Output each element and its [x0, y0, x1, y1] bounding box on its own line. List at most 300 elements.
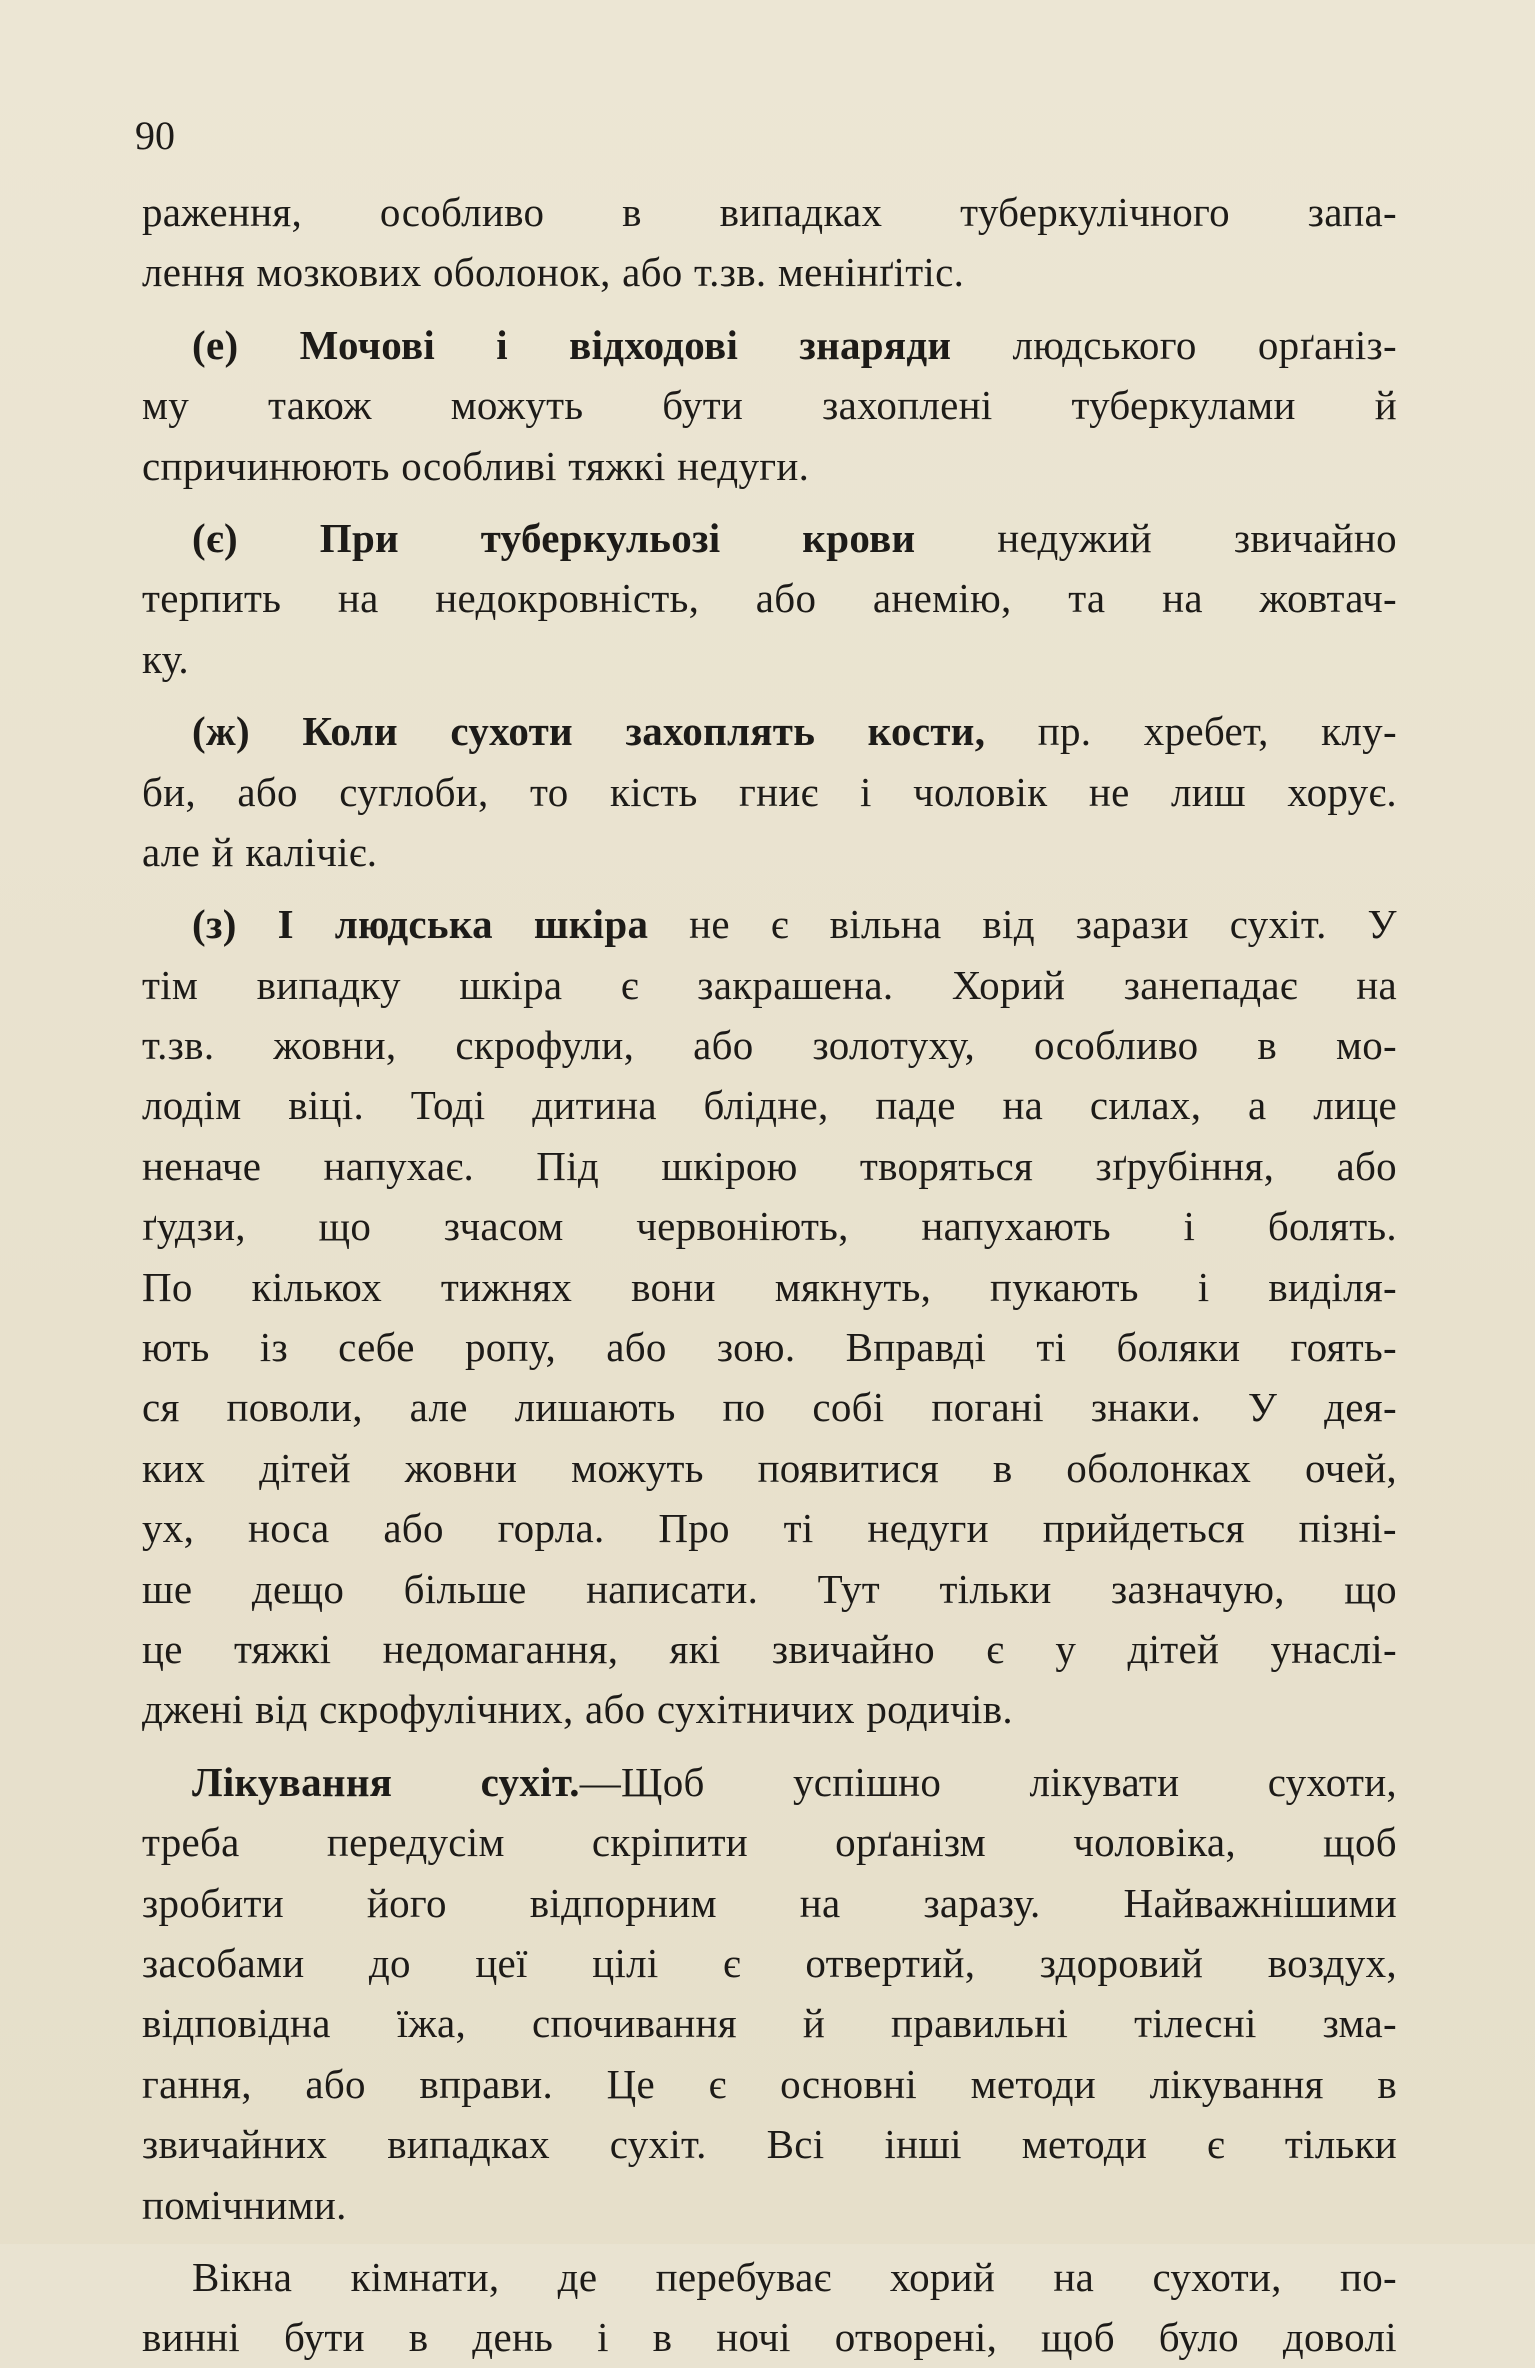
- word: паде: [875, 1082, 956, 1129]
- word: дитина: [532, 1082, 657, 1129]
- text-line: [142, 375, 1397, 435]
- word: методи: [970, 2060, 1097, 2107]
- word: але: [142, 828, 201, 875]
- bold-word: Мочові: [299, 321, 436, 368]
- word: сухоти,: [1267, 1758, 1397, 1805]
- word: Тоді: [410, 1082, 486, 1129]
- bold-word: туберкульозі: [480, 514, 721, 561]
- word: в: [408, 2314, 429, 2361]
- word: де: [557, 2253, 598, 2300]
- word: воздух,: [1267, 1939, 1397, 1986]
- word: носа: [247, 1505, 330, 1552]
- word: Всі: [766, 2121, 825, 2168]
- bold-word: (е): [192, 321, 239, 368]
- word: відпорним: [529, 1879, 717, 1926]
- word: анемію,: [872, 575, 1012, 622]
- word: із: [259, 1324, 288, 1371]
- word: в: [622, 189, 642, 235]
- word: себе: [338, 1324, 415, 1371]
- word: ропу,: [464, 1324, 557, 1371]
- word: туберкулами: [1071, 382, 1296, 429]
- word: закрашена.: [697, 961, 894, 1008]
- word: інші: [884, 2121, 962, 2168]
- word: боляки: [1116, 1324, 1241, 1371]
- word: ють: [142, 1324, 210, 1371]
- word: або: [584, 1686, 646, 1733]
- word: по-: [1339, 2253, 1397, 2300]
- word: тільки: [1284, 2121, 1397, 2168]
- word: доволі: [1282, 2314, 1397, 2361]
- word: треба: [142, 1819, 240, 1866]
- word: силах,: [1089, 1082, 1202, 1129]
- page-number: 90: [135, 113, 175, 158]
- word: які: [669, 1625, 721, 1672]
- word: засобами: [142, 1939, 305, 1986]
- text-line: [142, 508, 1397, 568]
- paragraph-gap: [142, 303, 1397, 315]
- word: до: [368, 1939, 411, 1986]
- word: лікування: [1149, 2060, 1324, 2107]
- word: передусім: [326, 1819, 505, 1866]
- word: хребет,: [1143, 708, 1269, 755]
- word: написати.: [586, 1565, 759, 1612]
- paragraph-gap: [142, 689, 1397, 701]
- word: тілесні: [1134, 2000, 1257, 2047]
- word: ких: [142, 1444, 206, 1491]
- word: або: [755, 575, 817, 622]
- word: й: [802, 2000, 826, 2047]
- word: раження,: [142, 189, 303, 235]
- text-line: [142, 436, 1397, 496]
- word: шкірою: [661, 1142, 798, 1189]
- word: кість: [609, 768, 698, 815]
- word: би,: [142, 768, 196, 815]
- word: бути: [662, 382, 744, 429]
- paragraph-gap: [142, 496, 1397, 508]
- word: жовни: [404, 1444, 518, 1491]
- word: тижнях: [440, 1263, 573, 1310]
- word: дещо: [251, 1565, 345, 1612]
- word: поволи,: [226, 1384, 363, 1431]
- word: в: [1377, 2060, 1397, 2107]
- word: винні: [142, 2314, 241, 2361]
- bold-word: Лікування: [192, 1758, 393, 1805]
- word: пукають: [990, 1263, 1139, 1310]
- text-line: [142, 762, 1397, 822]
- word: є: [986, 1625, 1005, 1672]
- word: й: [1374, 382, 1397, 429]
- text-line: [142, 822, 1397, 882]
- bold-word: (з): [192, 901, 237, 948]
- paragraph-gap: [142, 882, 1397, 894]
- word: погані: [931, 1384, 1044, 1431]
- word: на: [799, 1879, 841, 1926]
- word: появитися: [757, 1444, 939, 1491]
- word: щоб: [1323, 1819, 1397, 1866]
- word: ті: [783, 1505, 814, 1552]
- word: горла.: [497, 1505, 605, 1552]
- word: успішно: [793, 1758, 942, 1805]
- text-line: [142, 1679, 1397, 1739]
- word: мозкових: [256, 249, 422, 296]
- word: було: [1158, 2314, 1239, 2361]
- word: що: [1344, 1565, 1397, 1612]
- word: у: [1055, 1625, 1077, 1672]
- word: ух,: [142, 1505, 195, 1552]
- word: день: [472, 2314, 554, 2361]
- bold-word: сухоти: [450, 708, 573, 755]
- bold-word: знаряди: [799, 321, 952, 368]
- text-line: [142, 701, 1397, 761]
- word: є: [708, 2060, 727, 2107]
- word: або: [606, 1324, 667, 1371]
- word: болять.: [1267, 1203, 1397, 1250]
- word: мо-: [1335, 1022, 1397, 1069]
- word: пізні-: [1298, 1505, 1397, 1552]
- word: і: [1183, 1203, 1196, 1250]
- body-text: [142, 182, 1397, 2368]
- text-line: [142, 1377, 1397, 1437]
- text-line: [142, 1559, 1397, 1619]
- word: є: [770, 901, 789, 948]
- word: на: [1162, 575, 1203, 622]
- bold-word: Коли: [302, 708, 398, 755]
- word: бути: [283, 2314, 365, 2361]
- word: сухіт.: [1229, 901, 1327, 948]
- word: запа-: [1307, 189, 1397, 235]
- word: і: [859, 768, 872, 815]
- word: чоловік: [913, 768, 1048, 815]
- word: шкіра: [459, 961, 563, 1008]
- word: блідне,: [703, 1082, 829, 1129]
- bold-word: При: [319, 514, 399, 561]
- bold-word: сухіт.: [480, 1758, 580, 1805]
- text-line: [142, 1257, 1397, 1317]
- bold-word: кости,: [867, 708, 986, 755]
- word: можуть: [450, 382, 584, 429]
- word: зчасом: [443, 1203, 564, 1250]
- word: також: [267, 382, 372, 429]
- text-line: [142, 1317, 1397, 1377]
- word: людського: [1012, 321, 1197, 368]
- word: орґанізм: [835, 1819, 987, 1866]
- text-line: [142, 1075, 1397, 1135]
- word: не: [1088, 768, 1130, 815]
- word: лення: [142, 249, 245, 296]
- word: недокровність,: [435, 575, 700, 622]
- word: цеї: [475, 1939, 528, 1986]
- word: т.зв.: [142, 1022, 215, 1069]
- text-line: [142, 2114, 1397, 2174]
- word: ті: [1036, 1324, 1067, 1371]
- word: віці.: [288, 1082, 365, 1129]
- word: в: [992, 1444, 1013, 1491]
- word: та: [1068, 575, 1106, 622]
- word: родичів.: [866, 1686, 1013, 1733]
- word: від: [255, 1686, 308, 1733]
- word: червоніють,: [636, 1203, 849, 1250]
- word: або: [383, 1505, 444, 1552]
- text-line: [142, 242, 1397, 302]
- word: тяжкі: [234, 1625, 332, 1672]
- word: тяжкі: [568, 442, 666, 489]
- word: вони: [631, 1263, 716, 1310]
- word: випадках: [387, 2121, 550, 2168]
- word: У: [1247, 1384, 1278, 1431]
- word: зою.: [716, 1324, 796, 1371]
- word: на: [1053, 2253, 1095, 2300]
- word: недомагання,: [382, 1625, 619, 1672]
- word: є: [620, 961, 639, 1008]
- paragraph-gap: [142, 1740, 1397, 1752]
- word: му: [142, 382, 190, 429]
- word: собі: [812, 1384, 885, 1431]
- word: від: [982, 901, 1035, 948]
- word: недужий: [997, 514, 1153, 561]
- word: пр.: [1037, 708, 1092, 755]
- word: щоб: [1041, 2314, 1115, 2361]
- bold-word: людська: [334, 901, 493, 948]
- word: Це: [606, 2060, 656, 2107]
- word: дітей: [1127, 1625, 1220, 1672]
- word: гоять-: [1290, 1324, 1397, 1371]
- word: захоплені: [822, 382, 993, 429]
- word: жовтач-: [1259, 575, 1397, 622]
- text-line: [142, 1993, 1397, 2053]
- word: вільна: [829, 901, 942, 948]
- word: лікувати: [1029, 1758, 1180, 1805]
- word: ку.: [142, 635, 189, 682]
- word: суглоби,: [339, 768, 489, 815]
- text-line: [142, 2175, 1397, 2235]
- word: хорий: [889, 2253, 996, 2300]
- word: але: [409, 1384, 468, 1431]
- word: тільки: [939, 1565, 1052, 1612]
- word: цілі: [592, 1939, 659, 1986]
- word: випадках: [719, 189, 883, 235]
- bold-word: (є): [192, 514, 238, 561]
- word: Найважнішими: [1123, 1879, 1397, 1926]
- word: Під: [536, 1142, 600, 1189]
- word: на: [337, 575, 379, 622]
- word: лиш: [1171, 768, 1246, 815]
- word: методи: [1021, 2121, 1148, 2168]
- word: звичайно: [771, 1625, 935, 1672]
- word: отвертий,: [805, 1939, 976, 1986]
- word: то: [530, 768, 569, 815]
- word: золотуху,: [812, 1022, 975, 1069]
- word: або: [622, 249, 683, 296]
- word: —Щоб: [579, 1758, 705, 1805]
- bold-word: захоплять: [625, 708, 816, 755]
- word: є: [1207, 2121, 1225, 2168]
- word: перебуває: [655, 2253, 832, 2300]
- word: Про: [658, 1505, 730, 1552]
- word: або: [1336, 1142, 1397, 1189]
- text-line: [142, 894, 1397, 954]
- word: напухають: [921, 1203, 1111, 1250]
- word: т.зв.: [694, 249, 767, 296]
- word: творяться: [859, 1142, 1034, 1189]
- word: ночі: [716, 2314, 791, 2361]
- text-line: [142, 1619, 1397, 1679]
- word: Хорий: [951, 961, 1066, 1008]
- word: дітей: [259, 1444, 351, 1491]
- word: помічними.: [142, 2181, 347, 2228]
- word: клу-: [1321, 708, 1397, 755]
- word: а: [1247, 1082, 1267, 1129]
- word: звичайних: [142, 2121, 328, 2168]
- word: напухає.: [323, 1142, 474, 1189]
- word: або: [305, 2060, 366, 2107]
- word: виділя-: [1268, 1263, 1397, 1310]
- word: Вікна: [192, 2253, 293, 2300]
- word: відповідна: [142, 2000, 331, 2047]
- word: ґудзи,: [142, 1203, 246, 1250]
- word: жовни,: [273, 1022, 397, 1069]
- word: це: [142, 1625, 183, 1672]
- word: здоровий: [1039, 1939, 1204, 1986]
- word: спричинюють: [142, 442, 390, 489]
- paragraph-gap: [142, 2235, 1397, 2247]
- word: У: [1367, 901, 1397, 948]
- word: спочивання: [532, 2000, 737, 2047]
- word: унаслі-: [1270, 1625, 1397, 1672]
- text-line: [142, 315, 1397, 375]
- word: сухіт.: [609, 2121, 707, 2168]
- word: прийдеться: [1042, 1505, 1245, 1552]
- word: чоловіка,: [1073, 1819, 1236, 1866]
- word: недуги.: [677, 442, 810, 489]
- word: По: [142, 1263, 193, 1310]
- word: зробити: [142, 1879, 284, 1926]
- word: випадку: [256, 961, 401, 1008]
- text-line: [142, 568, 1397, 628]
- text-line: [142, 2307, 1397, 2367]
- text-line: [142, 1752, 1397, 1812]
- word: або: [237, 768, 298, 815]
- word: скріпити: [591, 1819, 749, 1866]
- word: кімнати,: [350, 2253, 500, 2300]
- word: джені: [142, 1686, 244, 1733]
- word: сухітничих: [656, 1686, 855, 1733]
- word: зазначую,: [1111, 1565, 1285, 1612]
- text-line: [142, 2247, 1397, 2307]
- text-line: [142, 1498, 1397, 1558]
- word: гання,: [142, 2060, 252, 2107]
- word: на: [1356, 961, 1397, 1008]
- word-group: [481, 1752, 705, 1812]
- word: Тут: [817, 1565, 880, 1612]
- word: ше: [142, 1565, 193, 1612]
- text-line: [142, 1015, 1397, 1075]
- text-line: [142, 2054, 1397, 2114]
- word: недуги: [867, 1505, 989, 1552]
- word: отворені,: [834, 2314, 998, 2361]
- text-line: [142, 1438, 1397, 1498]
- word: можуть: [571, 1444, 704, 1491]
- word: сухоти,: [1152, 2253, 1282, 2300]
- word: кількох: [251, 1263, 383, 1310]
- word: в: [1257, 1022, 1278, 1069]
- text-line: [142, 1812, 1397, 1872]
- text-line: [142, 1933, 1397, 1993]
- word: дея-: [1324, 1384, 1397, 1431]
- word: терпить: [142, 575, 282, 622]
- word: хорує.: [1287, 768, 1397, 815]
- word: лишають: [514, 1384, 676, 1431]
- word: особливо: [1033, 1022, 1199, 1069]
- word: правильні: [891, 2000, 1069, 2047]
- word: калічіє.: [245, 828, 378, 875]
- word: скрофули,: [455, 1022, 635, 1069]
- word: туберкулічного: [960, 189, 1230, 235]
- word: що: [318, 1203, 372, 1250]
- word: зґрубіння,: [1095, 1142, 1275, 1189]
- word: особливо: [379, 189, 545, 235]
- text-line: [142, 955, 1397, 1015]
- word: і: [1197, 1263, 1210, 1310]
- word: орґаніз-: [1257, 321, 1397, 368]
- text-line: [142, 1196, 1397, 1256]
- word: знаки.: [1090, 1384, 1202, 1431]
- word: звичайно: [1233, 514, 1397, 561]
- word: менінґітіс.: [777, 249, 965, 296]
- word: не: [689, 901, 730, 948]
- word: й: [211, 828, 234, 875]
- word: зма-: [1322, 2000, 1397, 2047]
- word: ся: [142, 1384, 180, 1431]
- word: в: [652, 2314, 673, 2361]
- bold-word: І: [277, 901, 294, 948]
- word: вправи.: [419, 2060, 554, 2107]
- word: занепадає: [1123, 961, 1298, 1008]
- text-line: [142, 182, 1397, 242]
- word: лодім: [142, 1082, 242, 1129]
- word: по: [722, 1384, 766, 1431]
- word: лице: [1313, 1082, 1397, 1129]
- word: і: [597, 2314, 609, 2361]
- word: гниє: [739, 768, 819, 815]
- word: на: [1002, 1082, 1044, 1129]
- word: основні: [780, 2060, 918, 2107]
- bold-word: крови: [802, 514, 916, 561]
- word: заразу.: [923, 1879, 1041, 1926]
- word: їжа,: [396, 2000, 467, 2047]
- word: або: [693, 1022, 754, 1069]
- text-line: [142, 1873, 1397, 1933]
- word: очей,: [1305, 1444, 1397, 1491]
- word: його: [366, 1879, 447, 1926]
- text-line: [142, 629, 1397, 689]
- word: є: [723, 1939, 741, 1986]
- bold-word: і: [496, 321, 508, 368]
- bold-word: шкіра: [533, 901, 649, 948]
- word: зарази: [1075, 901, 1189, 948]
- word: тім: [142, 961, 199, 1008]
- word: мякнуть,: [774, 1263, 932, 1310]
- word: оболонках: [1066, 1444, 1252, 1491]
- word: Вправді: [845, 1324, 987, 1371]
- bold-word: (ж): [192, 708, 250, 755]
- bold-word: відходові: [569, 321, 739, 368]
- word: більше: [403, 1565, 527, 1612]
- word: скрофулічних,: [319, 1686, 574, 1733]
- text-line: [142, 1136, 1397, 1196]
- word: неначе: [142, 1142, 262, 1189]
- word: оболонок,: [433, 249, 611, 296]
- word: особливі: [401, 442, 557, 489]
